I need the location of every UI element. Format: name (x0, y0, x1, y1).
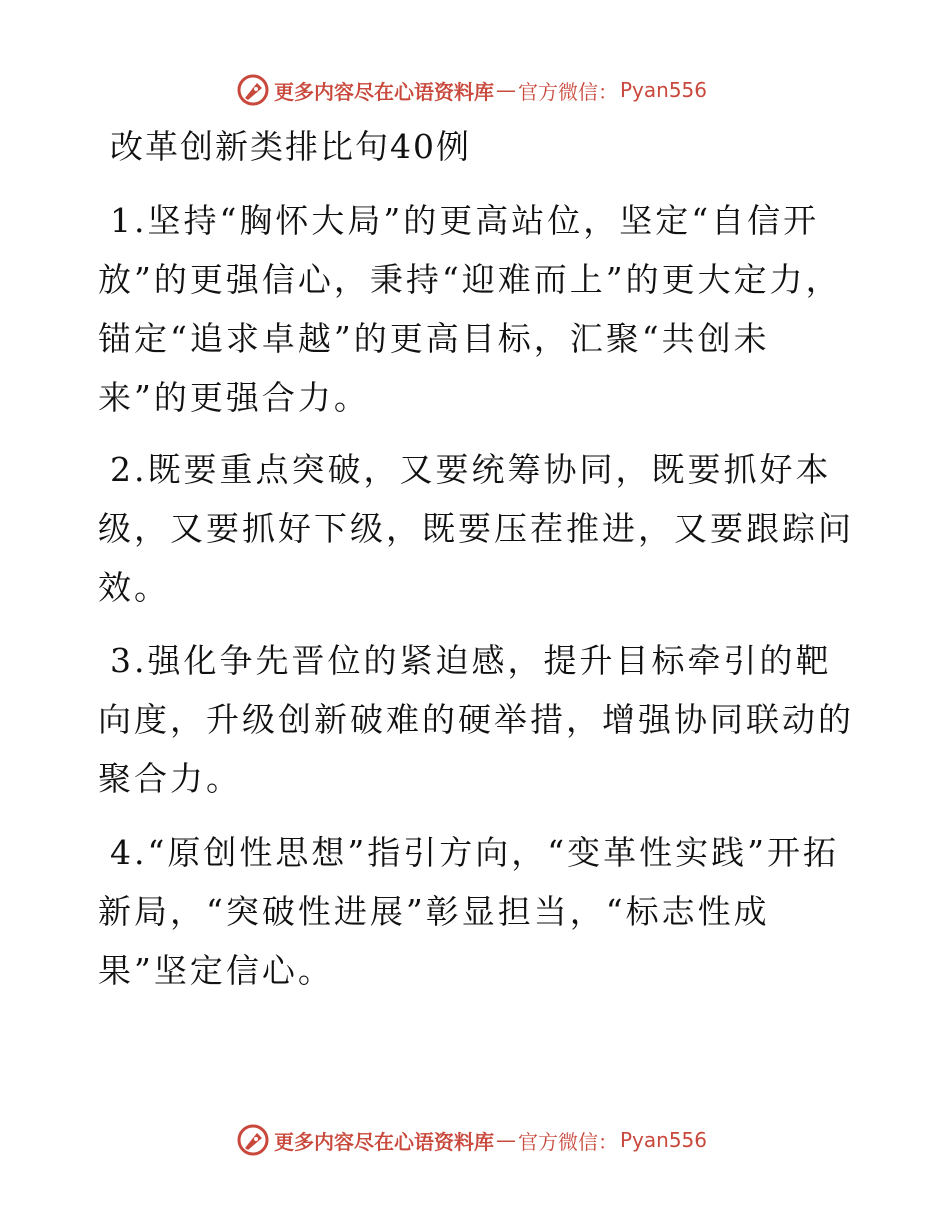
wechat-id: Pyan556 (620, 1128, 708, 1152)
footer-watermark (236, 1123, 707, 1157)
watermark-text: 更多内容尽在心语资料库 (274, 1129, 494, 1154)
watermark-text: 更多内容尽在心语资料库 (274, 79, 494, 104)
pen-nib-logo-icon (236, 1123, 270, 1157)
watermark-dash: — (496, 1128, 516, 1152)
list-item: 2.既要重点突破，又要统筹协同，既要抓好本级，又要抓好下级，既要压茬推进，又要跟踪问效。 (98, 450, 854, 607)
list-item: 1.坚持“胸怀大局”的更高站位，坚定“自信开放”的更强信心，秉持“迎难而上”的更大定力，锚定“追求卓越”的更高目标，汇聚“共创未来”的更强合力。 (98, 201, 842, 417)
wechat-label: 官方微信： (518, 1129, 618, 1154)
wechat-id: Pyan556 (620, 78, 708, 102)
document-title: 改革创新类排比句40例 (110, 127, 471, 166)
pen-nib-logo-icon (236, 73, 270, 107)
wechat-label: 官方微信： (518, 79, 618, 104)
watermark-dash: — (496, 78, 516, 102)
list-item: 4.“原创性思想”指引方向，“变革性实践”开拓新局，“突破性进展”彰显担当，“标志性成果”坚定信心。 (98, 833, 839, 990)
header-watermark (236, 73, 707, 107)
list-item: 3.强化争先晋位的紧迫感，提升目标牵引的靶向度，升级创新破难的硬举措，增强协同联动的聚合力。 (98, 641, 854, 798)
